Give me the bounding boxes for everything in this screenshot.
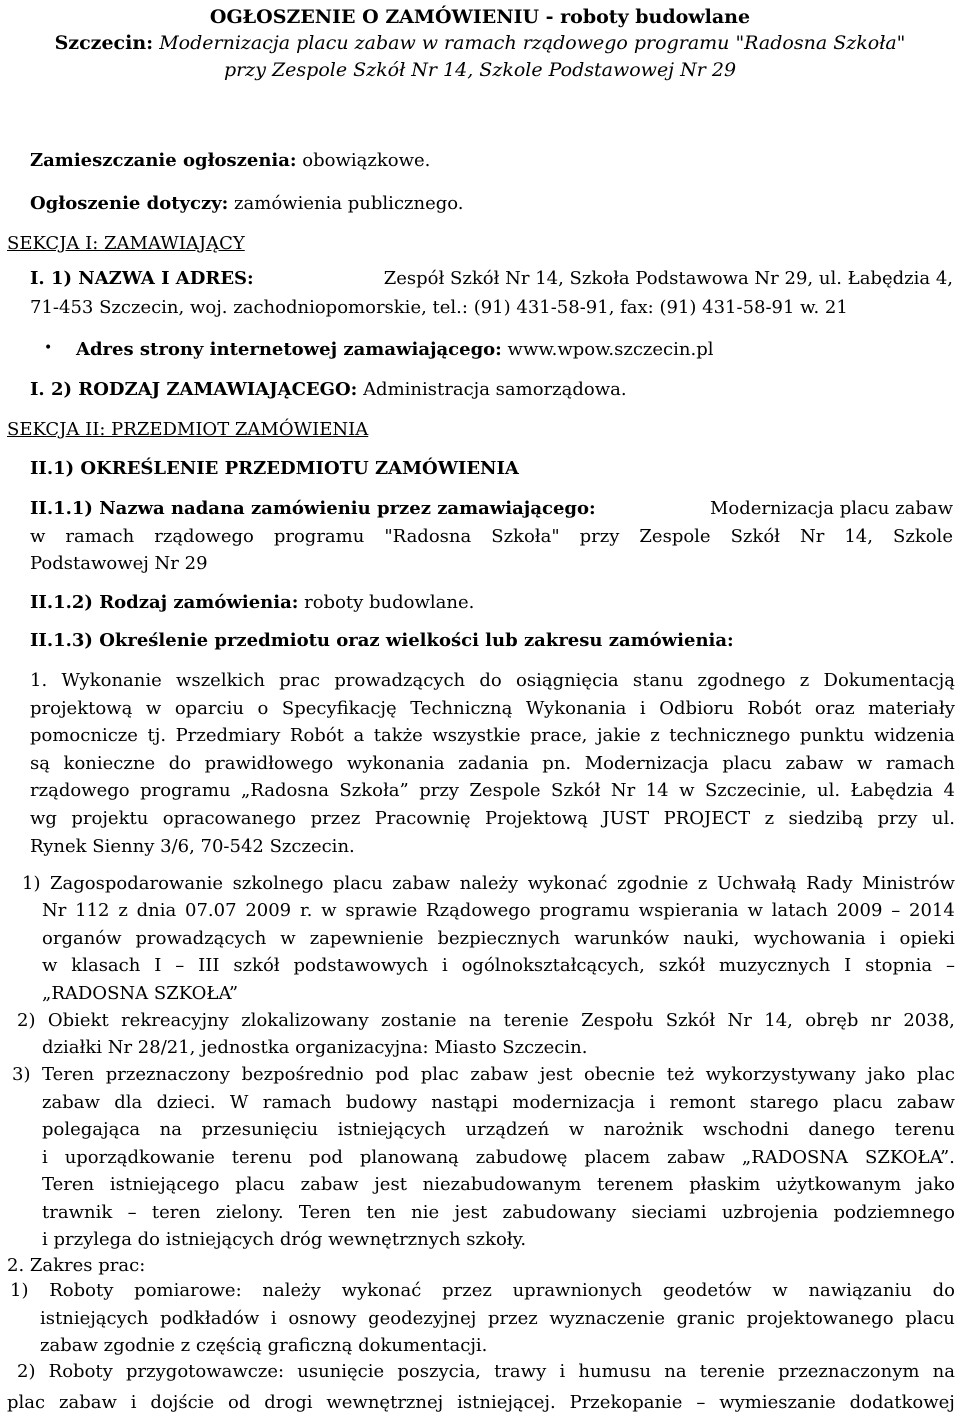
i1-line: organów prowadzących w zapewnienie bezpiecznych warunków nauki, wychowania i opieki (42, 927, 955, 949)
i3-line: Teren istniejącego placu zabaw jest niezabudowanym terenem płaskim użytkowanym jako (42, 1174, 955, 1195)
placement-label: Zamieszczanie ogłoszenia: (30, 150, 297, 171)
i1-line: 1) Zagospodarowanie szkolnego placu zabaw należy wykonać zgodnie z Uchwałą Rady Ministrów (22, 873, 955, 894)
website-line (76, 339, 713, 361)
section1-name-line (30, 268, 953, 290)
i1-line: „RADOSNA SZKOŁA” (42, 982, 239, 1004)
order-name-value-1: Modernizacja placu zabaw (709, 498, 953, 519)
placement-value: obowiązkowe. (302, 150, 431, 171)
p1-line: rządowego programu „Radosna Szkoła” przy Zespole Szkół Nr 14 w Szczecinie, ul. Łabędzia 4 (30, 780, 955, 802)
i3-line: trawnik – teren zielony. Teren ten nie jest zabudowany sieciami uzbrojenia podziemnego (42, 1201, 955, 1223)
section2-heading: SEKCJA II: PRZEDMIOT ZAMÓWIENIA (7, 419, 369, 440)
subject-line-1 (0, 32, 960, 54)
w1-line: 1) Roboty pomiarowe: należy wykonać przez uprawnionych geodetów w nawiązaniu do (10, 1280, 955, 1301)
order-kind-line (30, 592, 474, 614)
order-scope-label: II.1.3) Określenie przedmiotu oraz wielkości lub zakresu zamówienia: (30, 630, 734, 651)
i2-line: działki Nr 28/21, jednostka organizacyjna: Miasto Szczecin. (42, 1037, 588, 1058)
order-kind-label: II.1.2) Rodzaj zamówienia: (30, 592, 299, 613)
i3-line: i uporządkowanie terenu pod planowaną zabudowę placem zabaw „RADOSNA SZKOŁA”. (42, 1146, 955, 1168)
concerns-line (30, 193, 464, 215)
i3-line: 3) Teren przeznaczony bezpośrednio pod plac zabaw jest obecnie też wykorzystywany jako plac (12, 1064, 955, 1085)
website-link[interactable]: www.wpow.szczecin.pl (507, 339, 714, 360)
contracting-type-label: I. 2) RODZAJ ZAMAWIAJĄCEGO: (30, 379, 358, 400)
i2-line: 2) Obiekt rekreacyjny zlokalizowany zostanie na terenie Zespołu Szkół Nr 14, obręb nr 2038, (17, 1010, 955, 1031)
section2-subheading: II.1) OKREŚLENIE PRZEDMIOTU ZAMÓWIENIA (30, 458, 519, 479)
website-label: Adres strony internetowej zamawiającego: (76, 339, 502, 360)
order-name-line-1 (30, 498, 953, 520)
section1-name-value-1: Zespół Szkół Nr 14, Szkoła Podstawowa Nr 29, ul. Łabędzia 4, (383, 268, 953, 289)
p1-line: pomocnicze tj. Przedmiary Robót a także wszystkie prace, jakie z technicznego punktu widzenia (30, 725, 955, 747)
i3-line: i przylega do istniejących dróg wewnętrznych szkoły. (42, 1229, 527, 1250)
p1-line: Rynek Sienny 3/6, 70-542 Szczecin. (30, 835, 355, 857)
section1-heading: SEKCJA I: ZAMAWIAJĄCY (7, 233, 245, 254)
w1-line: istniejących podkładów i osnowy geodezyjnej przez wyznaczenie granic projektowanego placu (40, 1307, 955, 1329)
i1-line: Nr 112 z dnia 07.07 2009 r. w sprawie Rządowego programu wspierania w latach 2009 – 2014 (42, 900, 955, 922)
city-label: Szczecin: (54, 32, 154, 54)
p1-line: projektową w oparciu o Specyfikację Techniczną Wykonania i Odbioru Robót oraz materiały (30, 697, 955, 719)
concerns-value: zamówienia publicznego. (234, 193, 464, 214)
subject-text-1: Modernizacja placu zabaw w ramach rządowego programu "Radosna Szkoła" (159, 32, 906, 54)
section1-address-line: 71-453 Szczecin, woj. zachodniopomorskie, tel.: (91) 431-58-91, fax: (91) 431-58-91 w. 21 (30, 297, 848, 318)
document-title: OGŁOSZENIE O ZAMÓWIENIU - roboty budowlane (209, 6, 751, 28)
scope-of-work-heading: 2. Zakres prac: (7, 1255, 146, 1276)
concerns-label: Ogłoszenie dotyczy: (30, 193, 229, 214)
section1-name-label: I. 1) NAZWA I ADRES: (30, 268, 254, 289)
placement-line (30, 150, 430, 172)
i1-line: w klasach I – III szkół podstawowych i ogólnokształcących, szkół muzycznych I stopnia – (42, 955, 955, 977)
order-name-value-2: w ramach rządowego programu "Radosna Szkoła" przy Zespole Szkół Nr 14, Szkole (30, 526, 953, 547)
i3-line: polegająca na przesunięciu istniejących urządzeń w narożnik wschodni danego terenu (42, 1119, 955, 1140)
p1-line: 1. Wykonanie wszelkich prac prowadzących do osiągnięcia stanu zgodnego z Dokumentacją (30, 670, 955, 691)
order-kind-value: roboty budowlane. (304, 592, 475, 613)
order-name-line-2 (30, 526, 953, 548)
w2-line: plac zabaw i dojście od drogi wewnętrznej istniejącej. Przekopanie – wymieszanie dodatkowej (7, 1392, 955, 1413)
contracting-type-value: Administracja samorządowa. (363, 379, 627, 400)
p1-line: są konieczne do prawidłowego wykonania zadania pn. Modernizacja placu zabaw w ramach (30, 752, 955, 774)
subject-line-2: przy Zespole Szkół Nr 14, Szkole Podstawowej Nr 29 (223, 59, 737, 81)
w2-line: 2) Roboty przygotowawcze: usunięcie poszycia, trawy i humusu na terenie przeznaczonym na (17, 1361, 955, 1382)
p1-line: wg projektu opracowanego przez Pracownię Projektową JUST PROJECT z siedzibą przy ul. (30, 808, 955, 829)
order-name-line-3: Podstawowej Nr 29 (30, 553, 208, 574)
order-name-label: II.1.1) Nazwa nadana zamówieniu przez zamawiającego: (30, 498, 596, 519)
contracting-type-line (30, 379, 627, 401)
bullet-icon: • (44, 340, 53, 356)
i3-line: zabaw dla dzieci. W ramach budowy nastąpi modernizacja i remont starego placu zabaw (42, 1091, 955, 1113)
w1-line: zabaw zgodnie z częścią graficzną dokumentacji. (40, 1335, 488, 1356)
